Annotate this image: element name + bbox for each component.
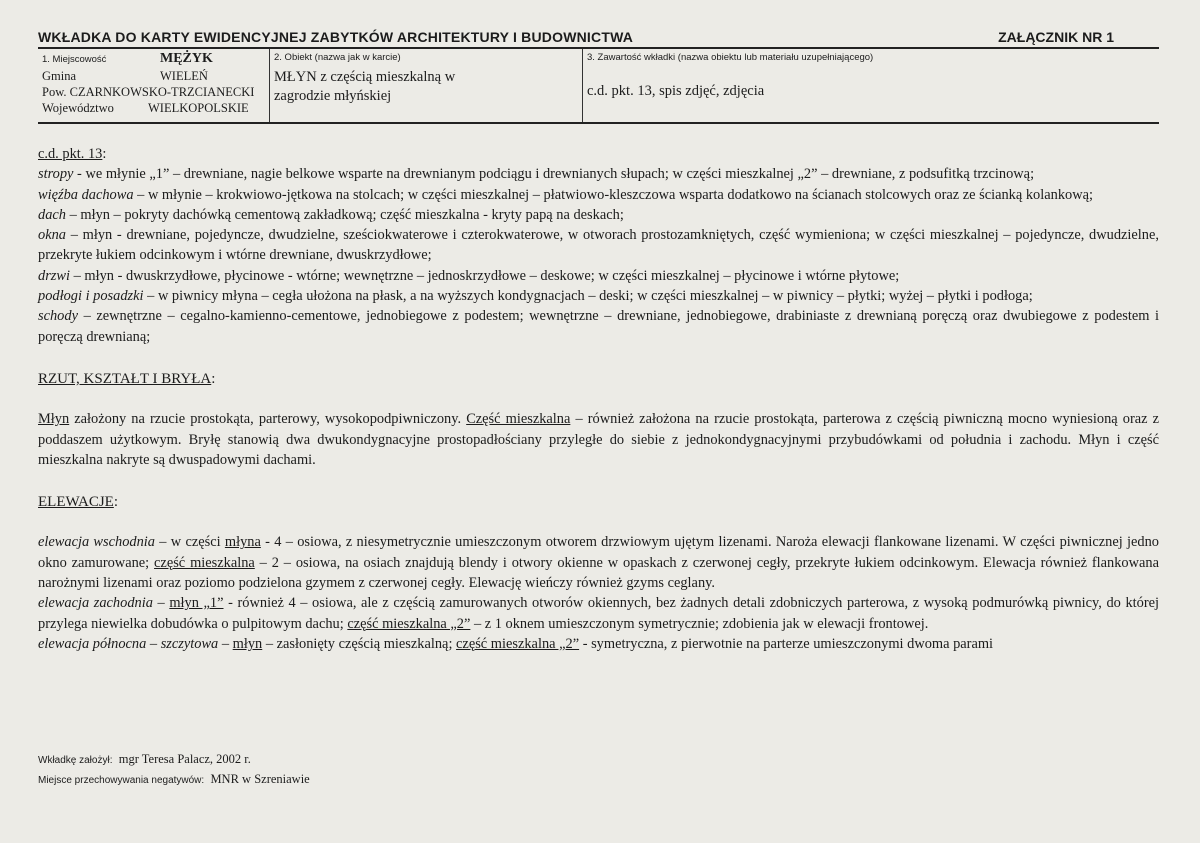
paragraph-stropy: stropy - we młynie „1” – drewniane, nagie belkowe wsparte na drewnianym podciągu i drewnianych słupach; w części mieszkalnej „2” – drewniane, z podsufitką trzcinową; <box>38 166 1035 183</box>
annex-number: ZAŁĄCZNIK NR 1 <box>998 29 1114 45</box>
powiat-value: Pow. CZARNKOWSKO-TRZCIANECKI <box>42 85 255 99</box>
object-value-line1: MŁYN z częścią mieszkalną w <box>274 69 456 85</box>
wojewodztwo-label: Województwo <box>42 101 114 115</box>
contents-label: 3. Zawartość wkładki (nazwa obiektu lub materiału uzupełniającego) <box>587 52 874 63</box>
contents-value: c.d. pkt. 13, spis zdjęć, zdjęcia <box>587 83 765 99</box>
object-label: 2. Obiekt (nazwa jak w karcie) <box>274 52 401 63</box>
gmina-value: WIELEŃ <box>160 69 208 83</box>
document-body <box>38 144 1159 654</box>
paragraph-drzwi: drzwi – młyn - dwuskrzydłowe, płycinowe - wtórne; wewnętrzne – jednoskrzydłowe – deskowe; w części mieszkalnej – płycinowe i wtórne płytowe; <box>38 267 900 284</box>
gmina-label: Gmina <box>42 69 77 83</box>
location-cell <box>38 49 267 122</box>
object-value-line2: zagrodzie młyńskiej <box>274 88 392 104</box>
location-value: MĘŻYK <box>160 51 213 66</box>
object-cell <box>269 49 581 122</box>
paragraph-rzut: Młyn założony na rzucie prostokąta, parterowy, wysokopodpiwniczony. Część mieszkalna – również założona na rzucie prostokąta, parterowa z częścią piwniczną mocno wyniesioną oraz z poddaszem użytkowym. Bryłę stanowią dwa dwukondygnacyjne prostopadłościany przyległe do siebie z jednokondygnacyjnymi przybudówkami od południa i zachodu. Młyn i część mieszkalna nakryte są dwuspadowymi dachami. <box>38 411 1159 468</box>
paragraph-elewacja-wschodnia: elewacja wschodnia – w części młyna - 4 – osiowa, z niesymetrycznie umieszczonym otworem drzwiowym ujętym lizenami. Naroża elewacji flankowane lizenami. W części piwnicznej jedno okno zamurowane; część mieszkalna – 2 – osiowa, na osiach znajdują blendy i otwory okienne w opaskach z czerwonej cegły, przekryte łukiem odcinkowym. Elewacja również flankowana narożnymi lizenami oraz poziomo podzielona gzymem z czerwonej cegły. Elewację wieńczy również gzyms ceglany. <box>38 534 1159 592</box>
paragraph-schody: schody – zewnętrzne – cegalno-kamienno-cementowe, jednobiegowe z podestem; wewnętrzne – drewniane, jednobiegowe, drabiniaste z drewnianą poręczą oraz dwubiegowe z podestem i poręczą drewnianą; <box>38 308 1159 345</box>
location-label: 1. Miejscowość <box>42 54 107 65</box>
author-line: Wkładkę założył: mgr Teresa Palacz, 2002 r. <box>38 752 251 766</box>
header-table <box>38 47 1159 124</box>
continuation-heading: c.d. pkt. 13: <box>38 146 107 162</box>
paragraph-podlogi: podłogi i posadzki – w piwnicy młyna – cegła ułożona na płask, a na wyższych kondygnacjach – deski; w części mieszkalnej – w piwnicy – płytki; wyżej – płytki i podłoga; <box>38 288 1033 305</box>
document-title: WKŁADKA DO KARTY EWIDENCYJNEJ ZABYTKÓW ARCHITEKTURY I BUDOWNICTWA <box>38 29 634 45</box>
paragraph-elewacja-polnocna: elewacja północna – szczytowa – młyn – zasłonięty częścią mieszkalną; część mieszkalna „2” - symetryczna, z pierwotnie na parterze umieszczonymi dwoma parami <box>38 635 994 652</box>
document-footer <box>38 750 310 790</box>
paragraph-dach: dach – młyn – pokryty dachówką cementową zakładkową; część mieszkalna - kryty papą na deskach; <box>38 206 624 223</box>
section-heading-rzut: RZUT, KSZTAŁT I BRYŁA: <box>38 370 216 387</box>
wojewodztwo-value: WIELKOPOLSKIE <box>148 101 249 115</box>
contents-cell <box>582 49 1159 122</box>
paragraph-elewacja-zachodnia: elewacja zachodnia – młyn „1” - również 4 – osiowa, ale z częścią zamurowanych otworów okiennych, bez żadnych detali zdobniczych parterowa, z wysoką podmurówką piwnicy, do której przylega niewielka dobudówka o pulpitowym dachu; część mieszkalna „2” – z 1 oknem umieszczonym symetrycznie; zdobienia jak w elewacji frontowej. <box>38 595 1160 632</box>
paragraph-okna: okna – młyn - drewniane, pojedyncze, dwudzielne, sześciokwaterowe i czterokwaterowe, w otworach prostozamkniętych, część wymieniona; w części mieszkalnej – pojedyncze, dwudzielne, przekryte łukiem odcinkowym i wtórne drewniane, dwuskrzydłowe; <box>38 227 1159 264</box>
section-heading-elewacje: ELEWACJE: <box>38 494 118 511</box>
storage-line: Miejsce przechowywania negatywów: MNR w Szreniawie <box>38 772 310 786</box>
paragraph-wiezba: więźba dachowa – w młynie – krokwiowo-jętkowa na stolcach; w części mieszkalnej – płatwiowo-kleszczowa wsparta dodatkowo na ścianach stolcowych oraz ze ścianką kolankową; <box>38 186 1093 203</box>
